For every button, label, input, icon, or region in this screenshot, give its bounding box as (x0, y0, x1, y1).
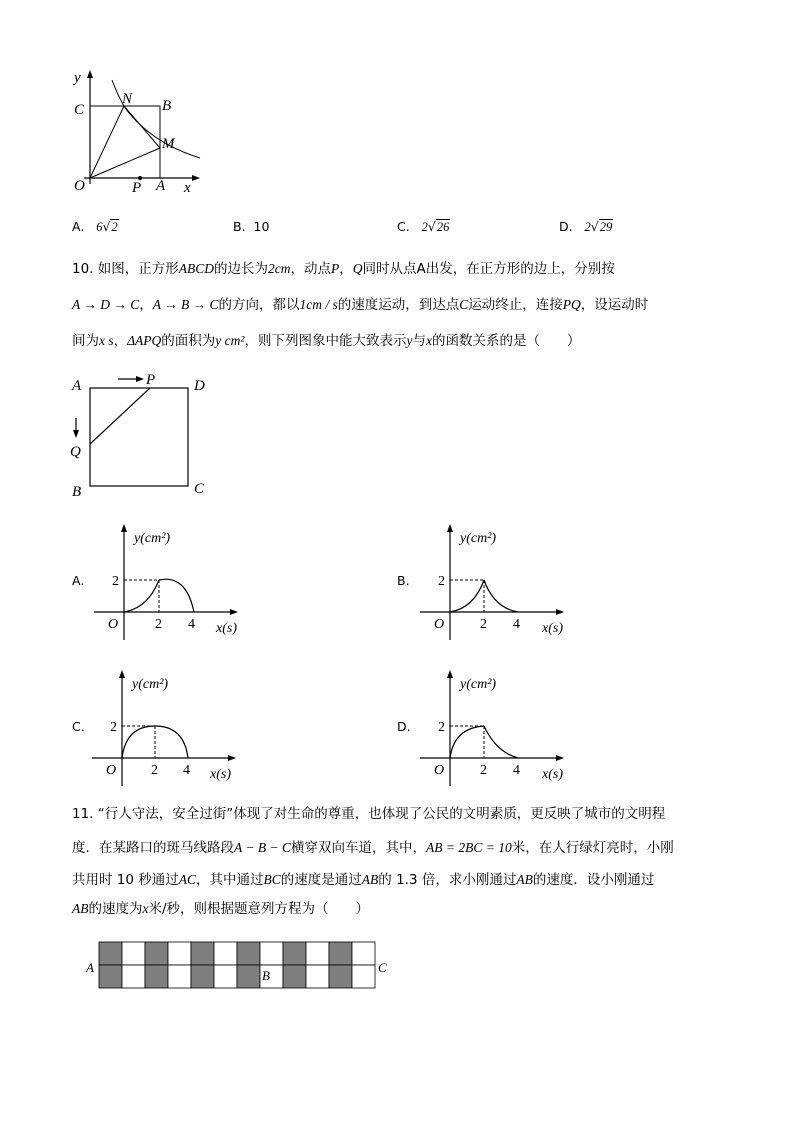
graph-a-curve-1 (124, 580, 159, 612)
q9-option-a-label: A. (72, 219, 85, 234)
q9-option-a[interactable]: A. 6√2 (72, 219, 118, 234)
q10-math: A → D → C (72, 297, 140, 312)
q10-math: ABCD (178, 261, 215, 276)
q10-math: Q (352, 261, 363, 276)
q10-graph-a[interactable] (90, 520, 250, 645)
q10-line-2 (72, 295, 648, 315)
q10-math: A → B → C (152, 297, 219, 312)
zebra-cell (329, 965, 352, 988)
graph-b-y-arrow (447, 524, 453, 532)
q10-line-3 (72, 331, 580, 351)
q9-option-c-label: C. (397, 219, 410, 234)
q10-text: 同时从点A出发，在正方形的边上，分别按 (362, 261, 615, 277)
q10-label-c: C (194, 481, 205, 497)
q9-option-d-coef: 2 (584, 220, 591, 234)
q10-option-a-label[interactable]: A. (72, 573, 85, 588)
q9-option-d-rad: 29 (599, 220, 613, 234)
zebra-cell (145, 965, 168, 988)
graph-c-x-arrow (228, 755, 236, 761)
graph-a-tick-x4: 4 (188, 617, 195, 632)
q11-text: 横穿双向车道，其中， (290, 840, 426, 856)
zebra-cell (283, 942, 306, 965)
graph-b-curve-2 (484, 580, 518, 612)
zebra-cell (191, 965, 214, 988)
q9-rectangle (90, 106, 160, 178)
q10-text: 的面积为 (161, 333, 216, 349)
q11-text: 米，在人行绿灯亮时，小刚 (511, 840, 674, 856)
q10-label-p: P (146, 372, 156, 388)
graph-d-origin: O (434, 763, 445, 778)
q10-text: 运动终止，连接 (468, 297, 563, 313)
q10-math: PQ (562, 297, 581, 312)
zebra-cell (191, 942, 214, 965)
zebra-cell (352, 965, 375, 988)
zebra-cells (99, 942, 375, 988)
q10-text: ， (139, 297, 153, 313)
q10-math: P (331, 261, 340, 276)
q10-text: 间为 (72, 333, 99, 349)
graph-c-ylabel: y(cm²) (132, 677, 169, 692)
graph-a-origin: O (108, 617, 119, 632)
zebra-cell (122, 965, 145, 988)
zebra-cell (168, 942, 191, 965)
graph-c-y-arrow (119, 670, 125, 678)
q11-text: 的速度是通过 (280, 872, 362, 888)
q11-text: 的速度为 (88, 901, 143, 917)
q10-text: ，动点 (290, 261, 332, 277)
q9-label-b: B (162, 98, 172, 114)
graph-d-y-arrow (447, 670, 453, 678)
q9-label-c: C (74, 102, 85, 118)
graph-b-x-arrow (556, 609, 564, 615)
q9-label-n: N (122, 91, 133, 107)
q11-math: AB (72, 901, 89, 916)
q9-option-b[interactable] (233, 219, 269, 234)
graph-a-tick-y2: 2 (112, 574, 119, 589)
graph-b-origin: O (434, 617, 445, 632)
q10-math: y (406, 333, 413, 348)
q9-label-m: M (162, 136, 175, 152)
q10-math: x (425, 333, 432, 348)
graph-c-tick-x2: 2 (151, 763, 158, 778)
graph-b-tick-x4: 4 (513, 617, 520, 632)
q11-text: 共用时 10 秒通过 (72, 872, 179, 888)
graph-c-xlabel: x(s) (210, 767, 231, 782)
q10-text: 的方向，都以 (218, 297, 300, 313)
q10-text: ， (339, 261, 353, 277)
graph-b-tick-x2: 2 (480, 617, 487, 632)
q9-option-b-value: 10 (253, 219, 270, 234)
zebra-label-a: A (86, 960, 94, 975)
zebra-cell (237, 965, 260, 988)
graph-b-tick-y2: 2 (438, 574, 445, 589)
zebra-cell (99, 942, 122, 965)
q10-label-a: A (72, 378, 82, 394)
q9-segment-on (90, 106, 124, 178)
graph-c-origin: O (106, 763, 117, 778)
q9-option-d-label: D. (559, 219, 573, 234)
q10-label-b: B (72, 484, 82, 500)
q10-math: 2cm (268, 261, 291, 276)
q10-graph-b[interactable] (416, 520, 576, 645)
q10-math: y cm² (215, 333, 245, 348)
q9-option-a-rad: 2 (111, 220, 118, 234)
q10-text: 与 (412, 333, 426, 349)
q10-graph-c[interactable] (88, 666, 248, 791)
zebra-cell (283, 965, 306, 988)
q11-math: AB (516, 872, 533, 887)
q10-arrow-right-head (136, 376, 144, 382)
q10-text: ，设运动时 (580, 297, 649, 313)
graph-d-x-arrow (556, 755, 564, 761)
q10-math: C (459, 297, 469, 312)
q9-option-d[interactable]: D. 2√29 (559, 219, 613, 234)
q11-zebra-crossing (80, 936, 400, 996)
q11-text: 米/秒，则根据题意列方程为（ ） (148, 901, 370, 917)
q10-math: 1cm / s (299, 297, 338, 312)
q11-math: AC (178, 872, 197, 887)
graph-b-curve-1 (450, 580, 484, 612)
zebra-cell (122, 942, 145, 965)
q10-option-c-label[interactable]: C. (72, 719, 85, 734)
graph-b-xlabel: x(s) (542, 621, 563, 636)
q10-square-figure (66, 368, 216, 503)
q11-text: 的 1.3 倍，求小刚通过 (378, 872, 517, 888)
q10-text: 10. 如图，正方形 (72, 261, 179, 277)
zebra-cell (329, 942, 352, 965)
q11-line-2 (72, 838, 674, 858)
q10-label-d: D (194, 378, 205, 394)
q11-text: 度．在某路口的斑马线路段 (72, 840, 234, 856)
q11-line-3 (72, 870, 654, 890)
zebra-cell (168, 965, 191, 988)
graph-a-curve-2 (159, 579, 194, 612)
q11-text: ，其中通过 (196, 872, 264, 888)
zebra-cell (99, 965, 122, 988)
q9-x-arrow (192, 175, 200, 181)
q10-option-d-label[interactable]: D. (397, 719, 411, 734)
q11-math: AB = 2BC = 10 (425, 840, 512, 855)
graph-c-tick-y2: 2 (110, 720, 117, 735)
q10-line-1 (72, 259, 615, 279)
graph-a-xlabel: x(s) (216, 621, 237, 636)
q9-label-p: P (132, 180, 142, 196)
q10-math: x s (99, 333, 114, 348)
graph-a-x-arrow (230, 609, 238, 615)
q10-text: 的边长为 (214, 261, 269, 277)
q10-arrow-down-head (73, 430, 79, 438)
q9-label-a: A (156, 178, 166, 194)
graph-d-tick-y2: 2 (438, 720, 445, 735)
q10-text: 的函数关系的是（ ） (431, 333, 581, 349)
graph-d-curve-2 (484, 726, 518, 758)
q10-math: ΔAPQ (127, 333, 162, 348)
q10-graph-d[interactable] (416, 666, 576, 791)
zebra-cell (214, 942, 237, 965)
zebra-cell (306, 965, 329, 988)
q11-math: x (142, 901, 149, 916)
q10-text: ， (113, 333, 128, 349)
q11-line-1: 11. “行人守法，安全过街”体现了对生命的尊重，也体现了公民的文明素质，更反映了城市的文明程 (72, 806, 666, 822)
graph-d-xlabel: x(s) (542, 767, 563, 782)
zebra-cell (260, 942, 283, 965)
q11-math: A − B − C (234, 840, 291, 855)
q9-label-y: y (74, 70, 81, 86)
q11-math: BC (263, 872, 281, 887)
zebra-cell (145, 942, 168, 965)
q9-segment-nm (124, 106, 160, 148)
q9-option-a-coef: 6 (96, 220, 103, 234)
q9-label-x: x (184, 180, 191, 196)
graph-b-ylabel: y(cm²) (460, 531, 497, 546)
q11-text: 的速度．设小刚通过 (532, 872, 655, 888)
zebra-label-c: C (378, 960, 387, 975)
q9-option-c-coef: 2 (421, 220, 428, 234)
q9-option-c[interactable]: C. 2√26 (397, 219, 450, 234)
q10-segment-pq (90, 388, 150, 444)
q11-line-4 (72, 899, 369, 919)
graph-a-tick-x2: 2 (155, 617, 162, 632)
q11-math: AB (361, 872, 379, 887)
graph-a-y-arrow (121, 524, 127, 532)
q10-square (90, 388, 188, 486)
zebra-label-b: B (262, 968, 270, 983)
zebra-cell (306, 942, 329, 965)
zebra-cell (352, 942, 375, 965)
graph-d-ylabel: y(cm²) (460, 677, 497, 692)
q10-text: 的速度运动，到达点 (337, 297, 460, 313)
zebra-cell (214, 965, 237, 988)
q9-option-c-rad: 26 (436, 220, 450, 234)
q9-label-o: O (74, 178, 85, 194)
zebra-cell (237, 942, 260, 965)
graph-d-curve-1 (450, 726, 484, 758)
q10-text: ，则下列图象中能大致表示 (244, 333, 407, 349)
q9-y-arrow (87, 70, 93, 78)
graph-c-tick-x4: 4 (183, 763, 190, 778)
q10-label-q: Q (70, 444, 81, 460)
graph-d-tick-x2: 2 (480, 763, 487, 778)
q9-option-b-label: B. (233, 219, 246, 234)
q9-segment-om (90, 148, 160, 178)
q9-figure (60, 66, 210, 196)
graph-a-ylabel: y(cm²) (134, 531, 171, 546)
graph-d-tick-x4: 4 (513, 763, 520, 778)
q10-option-b-label[interactable]: B. (397, 573, 410, 588)
